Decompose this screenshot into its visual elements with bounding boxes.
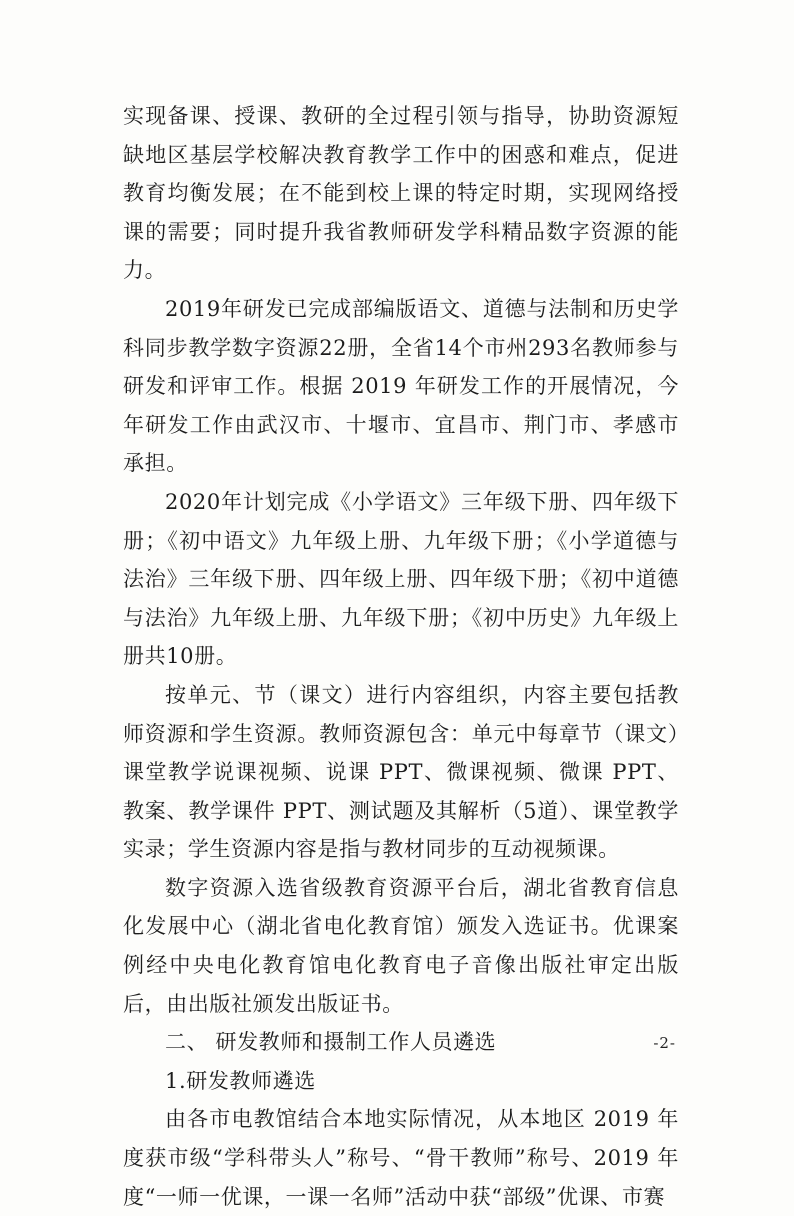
paragraph-purpose: 实现备课、授课、教研的全过程引领与指导，协助资源短缺地区基层学校解决教育教学工作中的困惑和难点，促进教育均衡发展；在不能到校上课的特定时期，实现网络授课的需要；同时提升我省教师研发学科精品数字资源的能力。 xyxy=(123,104,679,283)
page-number: -2- xyxy=(653,1034,676,1052)
paragraph-teacher-selection: 由各市电教馆结合本地实际情况，从本地区 2019 年度获市级“学科带头人”称号、“骨干教师”称号、2019 年度“一师一优课，一课一名师”活动中获“部级”优课、市赛 xyxy=(123,1107,679,1209)
paragraph-certificates: 数字资源入选省级教育资源平台后，湖北省教育信息化发展中心（湖北省电化教育馆）颁发入选证书。优课案例经中央电化教育馆电化教育电子音像出版社审定出版后，由出版社颁发出版证书。 xyxy=(123,875,679,1016)
subsection-heading-1: 1.研发教师遴选 xyxy=(165,1068,316,1093)
paragraph-2020-plan: 2020年计划完成《小学语文》三年级下册、四年级下册；《初中语文》九年级上册、九年级下册；《小学道德与法治》三年级下册、四年级上册、四年级下册；《初中道德与法治》九年级上册、九年级下册；《初中历史》九年级上册共10册。 xyxy=(123,489,679,669)
section-heading-2: 二、 研发教师和摄制工作人员遴选 xyxy=(165,1030,497,1055)
paragraph-content-organization: 按单元、节（课文）进行内容组织，内容主要包括教师资源和学生资源。教师资源包含：单元中每章节（课文）课堂教学说课视频、说课 PPT、微课视频、微课 PPT、教案、教学课件 PPT、测试题及其解析（5道）、课堂教学实录；学生资源内容是指与教材同步的互动视频课。 xyxy=(123,682,679,862)
paragraph-2019-progress: 2019年研发已完成部编版语文、道德与法制和历史学科同步教学数字资源22册，全省14个市州293名教师参与研发和评审工作。根据 2019 年研发工作的开展情况，今年研发工作由武汉市、十堰市、宜昌市、荆门市、孝感市承担。 xyxy=(123,296,679,476)
body-text xyxy=(123,97,679,1216)
